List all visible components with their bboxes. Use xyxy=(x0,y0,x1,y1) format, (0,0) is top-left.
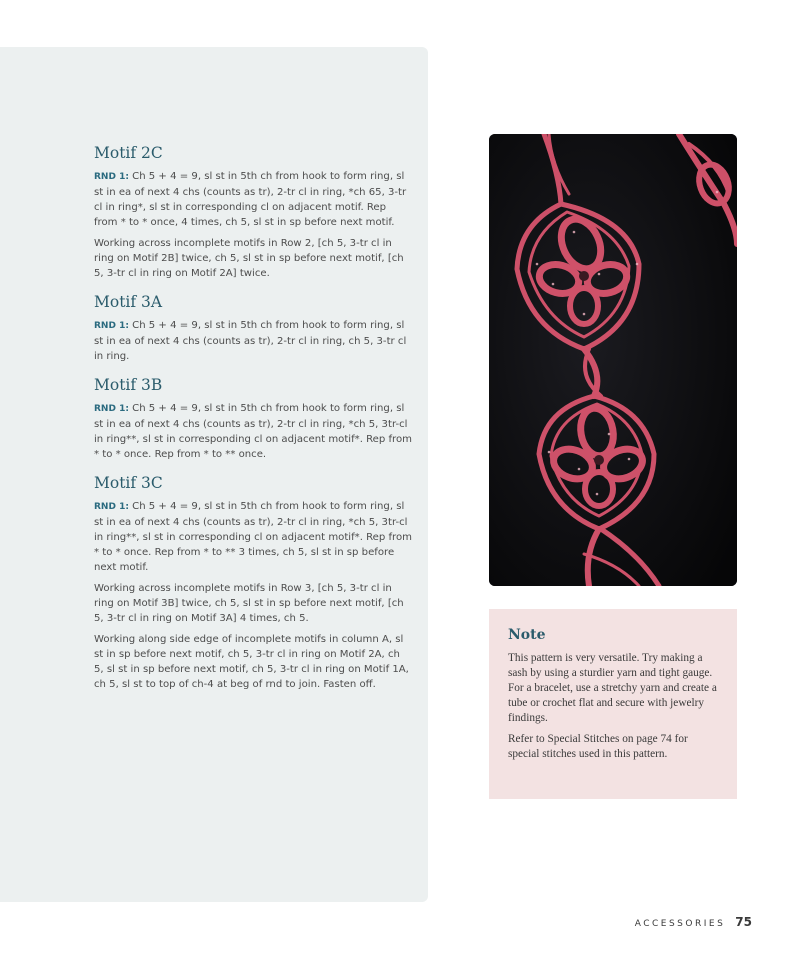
motif-2c-heading: Motif 2C xyxy=(94,144,163,162)
round-text: Ch 5 + 4 = 9, sl st in 5th ch from hook to form ring, sl st in ea of next 4 chs (counts as tr), 2-tr cl in ring, *ch 5, 3tr-cl in ring**, sl st in corresponding cl on adjacent motif*. Rep from * to * once. Rep from * to ** 3 times, ch 5, sl st in sp before next motif. xyxy=(94,501,412,573)
round-label: RND 1: xyxy=(94,321,129,331)
motif-2c-paragraph-2: Working across incomplete motifs in Row 2, [ch 5, 3-tr cl in ring on Motif 2B] twice, ch 5, sl st in sp before next motif, [ch 5, 3-tr cl in ring on Motif 2A] twice. xyxy=(94,238,404,279)
motif-3a-heading: Motif 3A xyxy=(94,293,163,311)
motif-3c-heading: Motif 3C xyxy=(94,474,163,492)
note-box xyxy=(489,609,737,799)
motif-3b-heading: Motif 3B xyxy=(94,376,163,394)
crochet-motif-illustration xyxy=(489,134,737,586)
note-title: Note xyxy=(508,627,546,643)
round-label: RND 1: xyxy=(94,172,129,182)
round-text: Ch 5 + 4 = 9, sl st in 5th ch from hook to form ring, sl st in ea of next 4 chs (counts as tr), 2-tr cl in ring, ch 5, 3-tr cl in ring. xyxy=(94,320,407,362)
motif-3a-section xyxy=(94,293,412,364)
round-label: RND 1: xyxy=(94,404,129,414)
section-label: ACCESSORIES xyxy=(634,919,726,929)
motif-3c-section xyxy=(94,474,412,692)
round-text: Ch 5 + 4 = 9, sl st in 5th ch from hook to form ring, sl st in ea of next 4 chs (counts as tr), 2-tr cl in ring, *ch 5, 3tr-cl in ring**, sl st in corresponding cl on adjacent motif*. Rep from * to * once. Rep from * to ** once. xyxy=(94,403,412,460)
page-number: 75 xyxy=(735,915,752,929)
motif-3b-round-1 xyxy=(94,401,412,462)
instructions-column xyxy=(94,144,412,704)
motif-2c-round-1 xyxy=(94,169,412,230)
motif-3c-round-1 xyxy=(94,499,412,575)
page-footer xyxy=(635,911,752,930)
motif-2c-section xyxy=(94,144,412,281)
motif-3a-round-1 xyxy=(94,318,412,364)
note-paragraph-1: This pattern is very versatile. Try making a sash by using a sturdier yarn and tight gauge. For a bracelet, use a stretchy yarn and create a tube or crochet flat and secure with jewelry findings. xyxy=(508,652,717,724)
note-paragraph-2: Refer to Special Stitches on page 74 for special stitches used in this pattern. xyxy=(508,733,688,760)
motif-3c-paragraph-3: Working along side edge of incomplete motifs in column A, sl st in sp before next motif, ch 5, 3-tr cl in ring on Motif 2A, ch 5, sl st in sp before next motif, ch 5, 3-tr cl in ring on Motif 1A, ch 5, sl st to top of ch-4 at beg of rnd to join. Fasten off. xyxy=(94,634,409,690)
motif-3b-section xyxy=(94,376,412,462)
crochet-photo xyxy=(489,134,737,586)
round-text: Ch 5 + 4 = 9, sl st in 5th ch from hook to form ring, sl st in ea of next 4 chs (counts as tr), 2-tr cl in ring, *ch 65, 3-tr cl in ring*, sl st in corresponding cl on adjacent motif. Rep from * to * once, 4 times, ch 5, sl st in sp before next motif. xyxy=(94,171,407,228)
round-label: RND 1: xyxy=(94,502,129,512)
motif-3c-paragraph-2: Working across incomplete motifs in Row 3, [ch 5, 3-tr cl in ring on Motif 3B] twice, ch 5, sl st in sp before next motif, [ch 5, 3-tr cl in ring on Motif 3A] 4 times, ch 5. xyxy=(94,583,404,624)
